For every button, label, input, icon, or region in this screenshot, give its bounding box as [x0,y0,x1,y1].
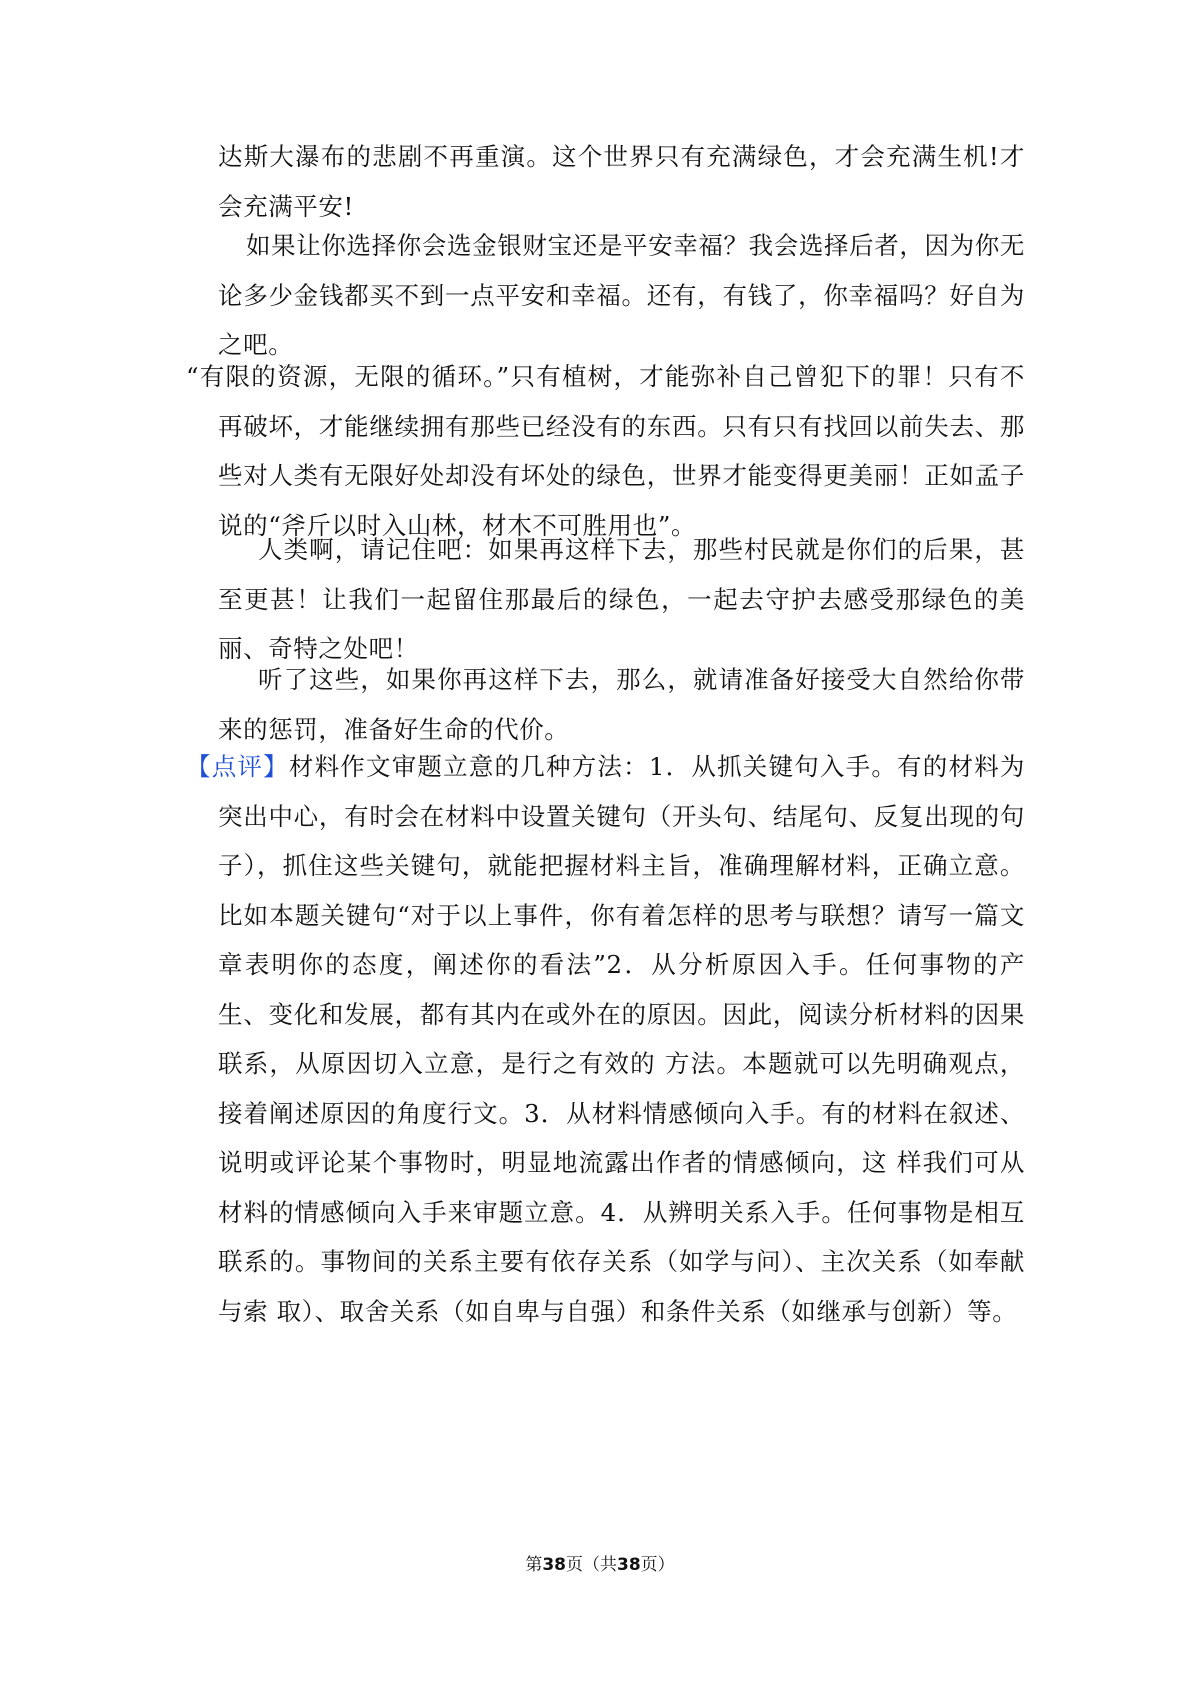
comment-section [186,742,1025,1336]
paragraph-2 [218,221,1025,370]
paragraph-1 [218,132,1025,231]
footer-middle: 页（共 [566,1555,617,1575]
page-footer [0,1553,1200,1577]
paragraph-2-text: 如果让你选择你会选金银财宝还是平安幸福？我会选择后者，因为你无论多少金钱都买不到一点平安和幸福。还有，有钱了，你幸福吗？好自为之吧。 [218,231,1025,359]
footer-total-pages: 38 [617,1555,641,1575]
paragraph-1-text: 达斯大瀑布的悲剧不再重演。这个世界只有充满绿色，才会充满生机!才会充满平安! [218,142,1025,221]
footer-suffix: 页） [640,1555,675,1575]
comment-text: 材料作文审题立意的几种方法：1．从抓关键句入手。有的材料为突出中心，有时会在材料中设置关键句（开头句、结尾句、反复出现的句子），抓住这些关键句，就能把握材料主旨，准确理解材料，正确立意。比如本题关键句“对于以上事件，你有着怎样的思考与联想？请写一篇文章表明你的态度，阐述你的看法”2．从分析原因入手。任何事物的产生、变化和发展，都有其内在或外在的原因。因此，阅读分析材料的因果联系，从原因切入立意，是行之有效的 方法。本题就可以先明确观点，接着阐述原因的角度行文。3．从材料情感倾向入手。有的材料在叙述、说明或评论某个事物时，明显地流露出作者的情感倾向，这 样我们可从材料的情感倾向入手来审题立意。4．从辨明关系入手。任何事物是相互联系的。事物间的关系主要有依存关系（如学与问）、主次关系（如奉献与索 取）、取舍关系（如自卑与自强）和条件关系（如继承与创新）等。 [218,752,1026,1326]
footer-current-page: 38 [542,1555,566,1575]
paragraph-3 [186,352,1025,550]
footer-prefix: 第 [525,1555,543,1575]
comment-label: 【点评】 [186,752,289,781]
paragraph-5 [218,655,1025,754]
paragraph-4 [218,525,1025,674]
paragraph-5-text: 听了这些，如果你再这样下去，那么，就请准备好接受大自然给你带来的惩罚，准备好生命的代价。 [218,665,1025,744]
paragraph-4-text: 人类啊，请记住吧：如果再这样下去，那些村民就是你们的后果，甚至更甚！让我们一起留住那最后的绿色，一起去守护去感受那绿色的美丽、奇特之处吧！ [218,535,1025,663]
paragraph-3-text: “有限的资源，无限的循环。”只有植树，才能弥补自己曾犯下的罪！只有不再破坏，才能继续拥有那些已经没有的东西。只有只有找回以前失去、那些对人类有无限好处却没有坏处的绿色，世界才能变得更美丽！正如孟子说的“斧斤以时入山林，材木不可胜用也”。 [186,362,1025,540]
comment-paragraph [186,742,1026,1336]
